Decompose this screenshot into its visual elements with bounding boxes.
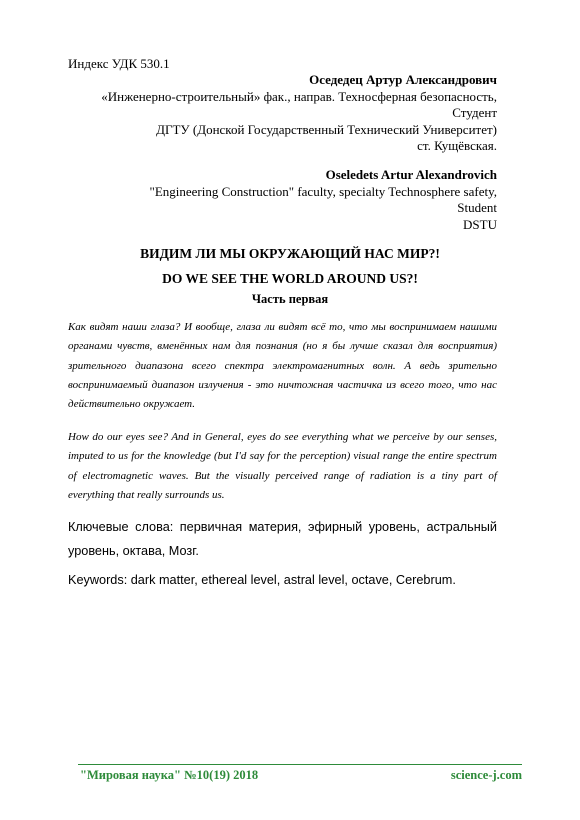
paper-title-en: DO WE SEE THE WORLD AROUND US?!	[162, 271, 418, 286]
author-affiliation-line: Студент	[452, 105, 497, 120]
footer-site-link[interactable]: science-j.com	[450, 768, 522, 782]
author-block-en	[150, 167, 497, 233]
footer-journal: "Мировая наука" №10(19) 2018	[80, 768, 259, 782]
author-name-en: Oseledets Artur Alexandrovich	[325, 167, 497, 182]
keywords-en: Keywords: dark matter, ethereal level, astral level, octave, Cerebrum.	[68, 573, 456, 587]
udk-index: Индекс УДК 530.1	[68, 56, 170, 71]
author-affiliation-line: "Engineering Construction" faculty, specialty Technosphere safety,	[149, 183, 497, 199]
author-affiliation-line: ДГТУ (Донской Государственный Технический Университет)	[156, 121, 497, 137]
author-affiliation-line: «Инженерно-строительный» фак., направ. Техносферная безопасность,	[101, 88, 497, 104]
author-name-ru: Оседедец Артур Александрович	[309, 72, 497, 87]
paper-part-label: Часть первая	[251, 292, 329, 306]
author-affiliation-line: ст. Кущёвская.	[417, 138, 497, 153]
footer-divider	[78, 764, 522, 765]
abstract-ru: Как видят наши глаза? И вообще, глаза ли видят всё то, что мы воспринимаем нашими органами чувств, вменённых нам для познания (но я бы лучше сказал для восприятия) зрительного диапазона всего спектра электромагнитных волн. А ведь зрительно воспринимаемый диапазон излучения - это ничтожная частичка из всего того, что нас действительно окружает.	[68, 321, 497, 411]
abstract-en: How do our eyes see? And in General, eyes do see everything what we perceive by our senses, imputed to us for the knowledge (but I'd say for the perception) visual range the entire spectrum of electromagnetic waves. But the visually perceived range of radiation is a tiny part of everything that really surrounds us.	[68, 431, 497, 501]
author-affiliation-line: DSTU	[463, 216, 497, 232]
author-block-ru	[101, 72, 497, 155]
keywords-ru: Ключевые слова: первичная материя, эфирный уровень, астральный уровень, октава, Мозг.	[68, 520, 497, 558]
paper-title-ru: ВИДИМ ЛИ МЫ ОКРУЖАЮЩИЙ НАС МИР?!	[140, 246, 440, 261]
author-affiliation-line: Student	[457, 200, 497, 215]
